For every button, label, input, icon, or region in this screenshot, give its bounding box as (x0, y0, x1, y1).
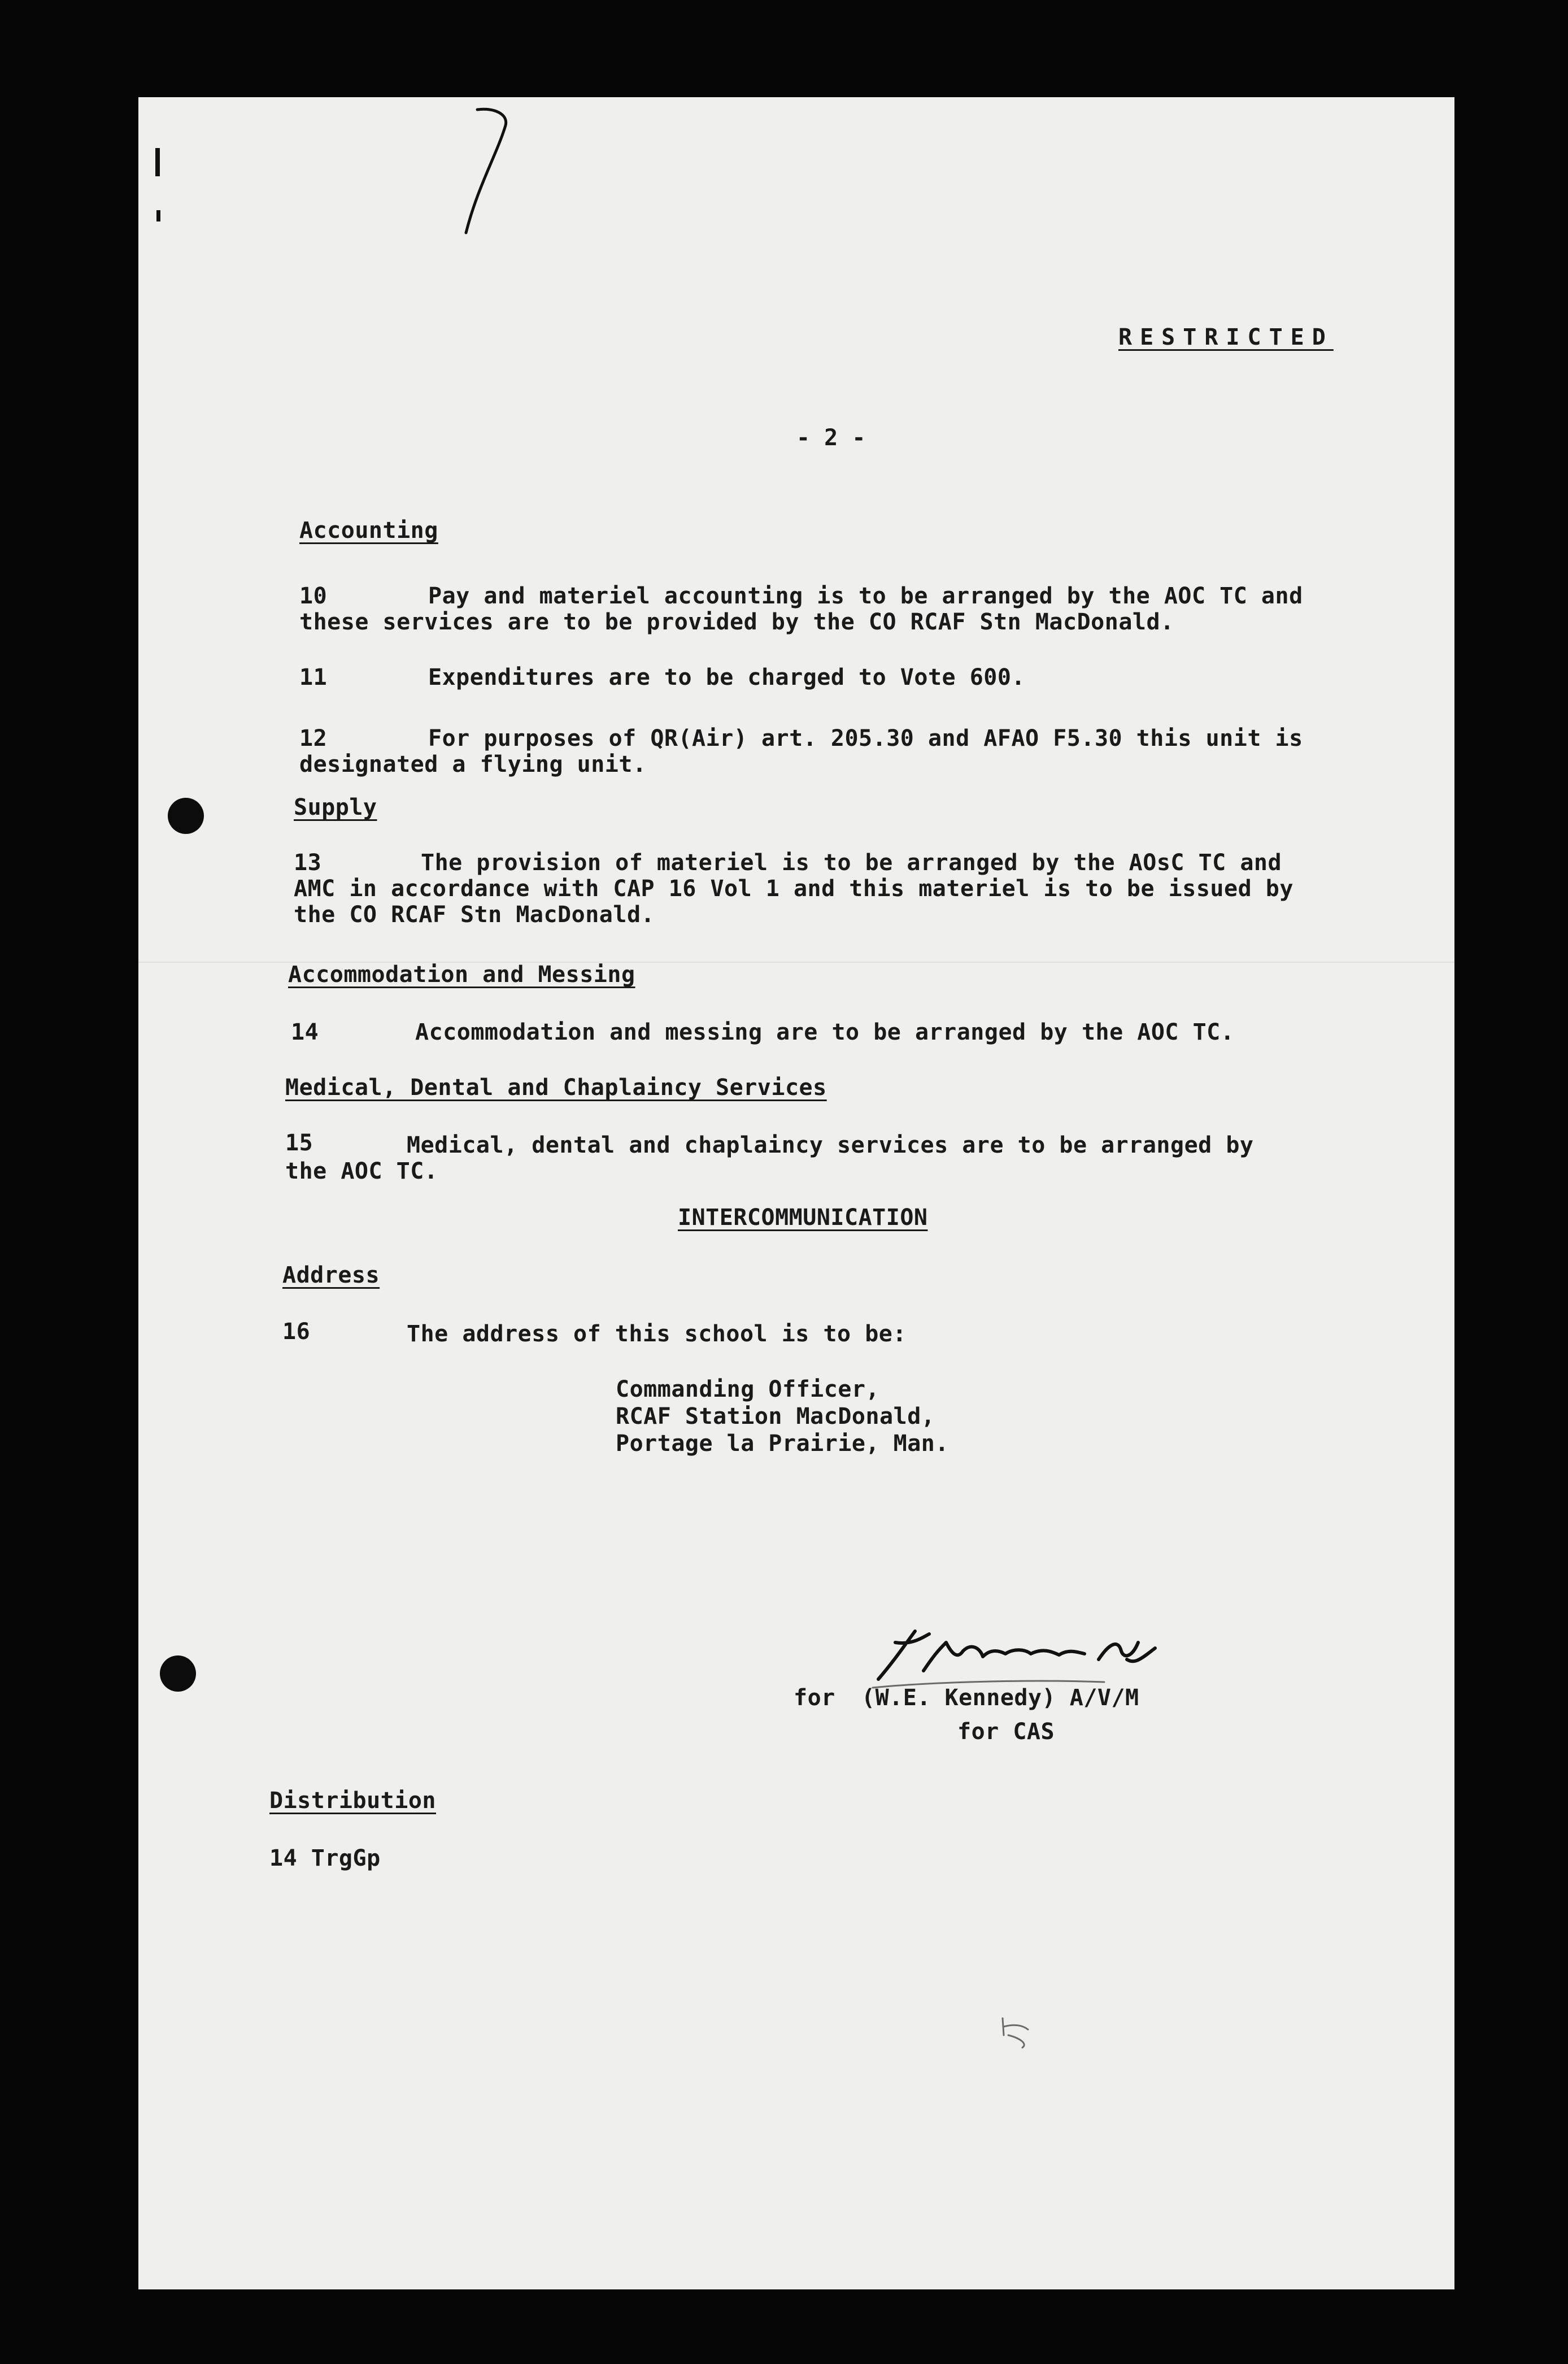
para-13-line-3: the CO RCAF Stn MacDonald. (294, 902, 655, 928)
para-11-number: 11 (299, 664, 328, 690)
para-12-number: 12 (299, 725, 328, 751)
document-page (138, 97, 1454, 2289)
heading-intercommunication: INTERCOMMUNICATION (678, 1205, 928, 1231)
para-15-line-1: Medical, dental and chaplaincy services are to be arranged by (407, 1132, 1254, 1158)
para-16-line-1: The address of this school is to be: (407, 1321, 907, 1347)
distribution-item: 14 TrgGp (269, 1845, 381, 1871)
heading-distribution: Distribution (269, 1788, 436, 1814)
para-12-line-2: designated a flying unit. (299, 751, 647, 777)
para-13-number: 13 (294, 850, 322, 876)
edge-mark (155, 148, 160, 176)
para-10-number: 10 (299, 583, 328, 609)
punch-hole (160, 1655, 196, 1692)
heading-accommodation: Accommodation and Messing (288, 962, 635, 988)
address-line-1: Commanding Officer, (616, 1376, 880, 1402)
para-16-number: 16 (282, 1319, 311, 1345)
para-15-number: 15 (285, 1130, 313, 1156)
para-14-number: 14 (291, 1019, 319, 1045)
heading-address: Address (282, 1262, 380, 1288)
para-11-line-1: Expenditures are to be charged to Vote 600. (428, 664, 1026, 690)
heading-accounting: Accounting (299, 518, 438, 544)
handwritten-mark (455, 103, 522, 244)
para-13-line-1: The provision of materiel is to be arranged by the AOsC TC and (421, 850, 1282, 876)
classification-marking: RESTRICTED (1118, 324, 1334, 350)
heading-supply: Supply (294, 794, 377, 820)
handwritten-signature (861, 1626, 1178, 1693)
para-10-line-2: these services are to be provided by the CO RCAF Stn MacDonald. (299, 609, 1174, 635)
edge-mark (156, 210, 160, 221)
address-line-3: Portage la Prairie, Man. (616, 1431, 949, 1457)
heading-medical: Medical, Dental and Chaplaincy Services (285, 1075, 827, 1101)
address-line-2: RCAF Station MacDonald, (616, 1403, 935, 1429)
signatory-for-cas: for CAS (957, 1719, 1055, 1745)
signature-for-prefix: for (794, 1685, 835, 1711)
signatory-name: (W.E. Kennedy) A/V/M (861, 1685, 1139, 1711)
para-14-line-1: Accommodation and messing are to be arranged by the AOC TC. (415, 1019, 1235, 1045)
page-number: - 2 - (796, 425, 866, 451)
para-13-line-2: AMC in accordance with CAP 16 Vol 1 and this materiel is to be issued by (294, 876, 1293, 902)
handwritten-mark (997, 2013, 1042, 2052)
para-12-line-1: For purposes of QR(Air) art. 205.30 and AFAO F5.30 this unit is (428, 725, 1303, 751)
para-15-line-2: the AOC TC. (285, 1158, 438, 1184)
punch-hole (168, 798, 204, 834)
para-10-line-1: Pay and materiel accounting is to be arranged by the AOC TC and (428, 583, 1303, 609)
